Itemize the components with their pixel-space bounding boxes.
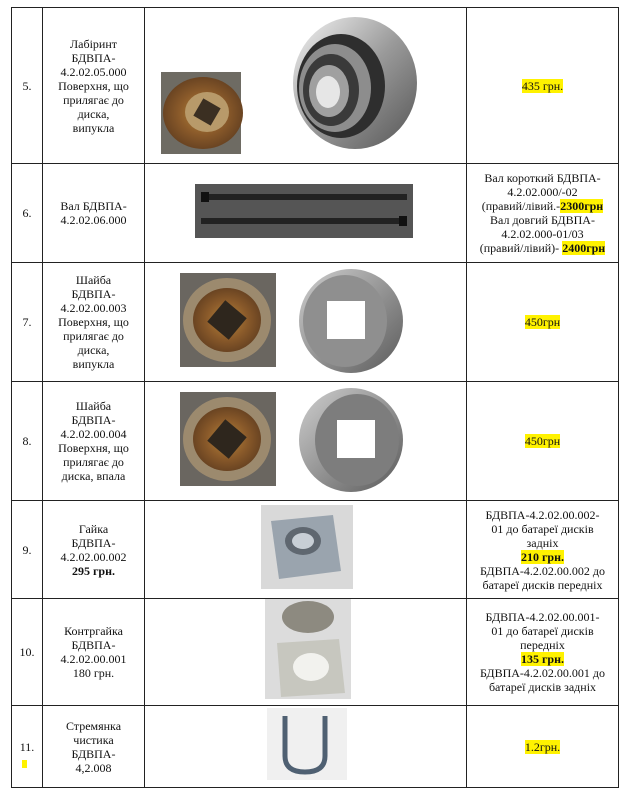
price-cell: БДВПА-4.2.02.00.001- 01 до батареї дисків передніх 135 грн. БДВПА-4.2.02.00.001 до батареї дисків задніх xyxy=(467,599,619,706)
table-row xyxy=(12,501,619,599)
part-image-cell xyxy=(145,706,467,788)
price-value: 1.2грн. xyxy=(524,739,561,754)
part-name: Шайба БДВПА- 4.2.02.00.004 Поверхня, що прилягає до диска, впала xyxy=(43,382,145,501)
table-row xyxy=(12,599,619,706)
price-cell xyxy=(467,382,619,501)
locknut-photo xyxy=(145,599,466,702)
u-bolt-photo xyxy=(145,706,466,784)
price-long-shaft: 2400грн xyxy=(562,241,606,255)
price-value: 435 грн. xyxy=(521,78,564,93)
labyrinth-photos xyxy=(145,8,466,160)
table-row xyxy=(12,706,619,788)
row-number: 10. xyxy=(12,599,43,706)
row-number: 11. xyxy=(12,706,43,788)
table-row xyxy=(12,8,619,164)
part-name: Гайка БДВПА- 4.2.02.00.002 295 грн. xyxy=(43,501,145,599)
table-row xyxy=(12,263,619,382)
row-number: 5. xyxy=(12,8,43,164)
price-short-shaft: 2300грн xyxy=(560,199,604,213)
row-number: 8. xyxy=(12,382,43,501)
part-name: Шайба БДВПА- 4.2.02.00.003 Поверхня, що прилягає до диска, випукла xyxy=(43,263,145,382)
parts-price-table xyxy=(11,7,619,788)
washer-convex-photos xyxy=(145,263,466,378)
shaft-photo xyxy=(145,164,466,259)
price-cell xyxy=(467,263,619,382)
price-front: 135 грн. xyxy=(520,652,565,666)
part-name: Вал БДВПА- 4.2.02.06.000 xyxy=(43,164,145,263)
highlight-mark xyxy=(22,760,27,768)
price-cell: БДВПА-4.2.02.00.002- 01 до батареї дисків задніх 210 грн. БДВПА-4.2.02.00.002 до батареї дисків передніх xyxy=(467,501,619,599)
row-number: 6. xyxy=(12,164,43,263)
part-image-cell xyxy=(145,263,467,382)
part-image-cell xyxy=(145,164,467,263)
price-cell xyxy=(467,706,619,788)
row-number: 9. xyxy=(12,501,43,599)
table-row xyxy=(12,164,619,263)
part-image-cell xyxy=(145,8,467,164)
price-value: 450грн xyxy=(524,434,561,448)
row-number: 7. xyxy=(12,263,43,382)
part-name: Лабіринт БДВПА- 4.2.02.05.000 Поверхня, що прилягає до диска, випукла xyxy=(43,8,145,164)
part-price: 295 грн. xyxy=(71,563,116,578)
price-cell xyxy=(467,8,619,164)
part-image-cell xyxy=(145,501,467,599)
price-rear: 210 грн. xyxy=(520,549,565,564)
nut-photo xyxy=(145,501,466,595)
labyrinth-3d-render xyxy=(293,17,417,149)
part-image-cell xyxy=(145,599,467,706)
price-value: 450грн xyxy=(524,315,561,329)
part-name: Стремянка чистика БДВПА- 4,2.008 xyxy=(43,706,145,788)
part-image-cell xyxy=(145,382,467,501)
table-row xyxy=(12,382,619,501)
price-cell: Вал короткий БДВПА- 4.2.02.000/-02 (правий/лівий.-2300грн Вал довгий БДВПА- 4.2.02.000-01/03 (правий/лівий)- 2400грн xyxy=(467,164,619,263)
part-name: Контргайка БДВПА- 4.2.02.00.001 180 грн. xyxy=(43,599,145,706)
washer-concave-photos xyxy=(145,382,466,497)
